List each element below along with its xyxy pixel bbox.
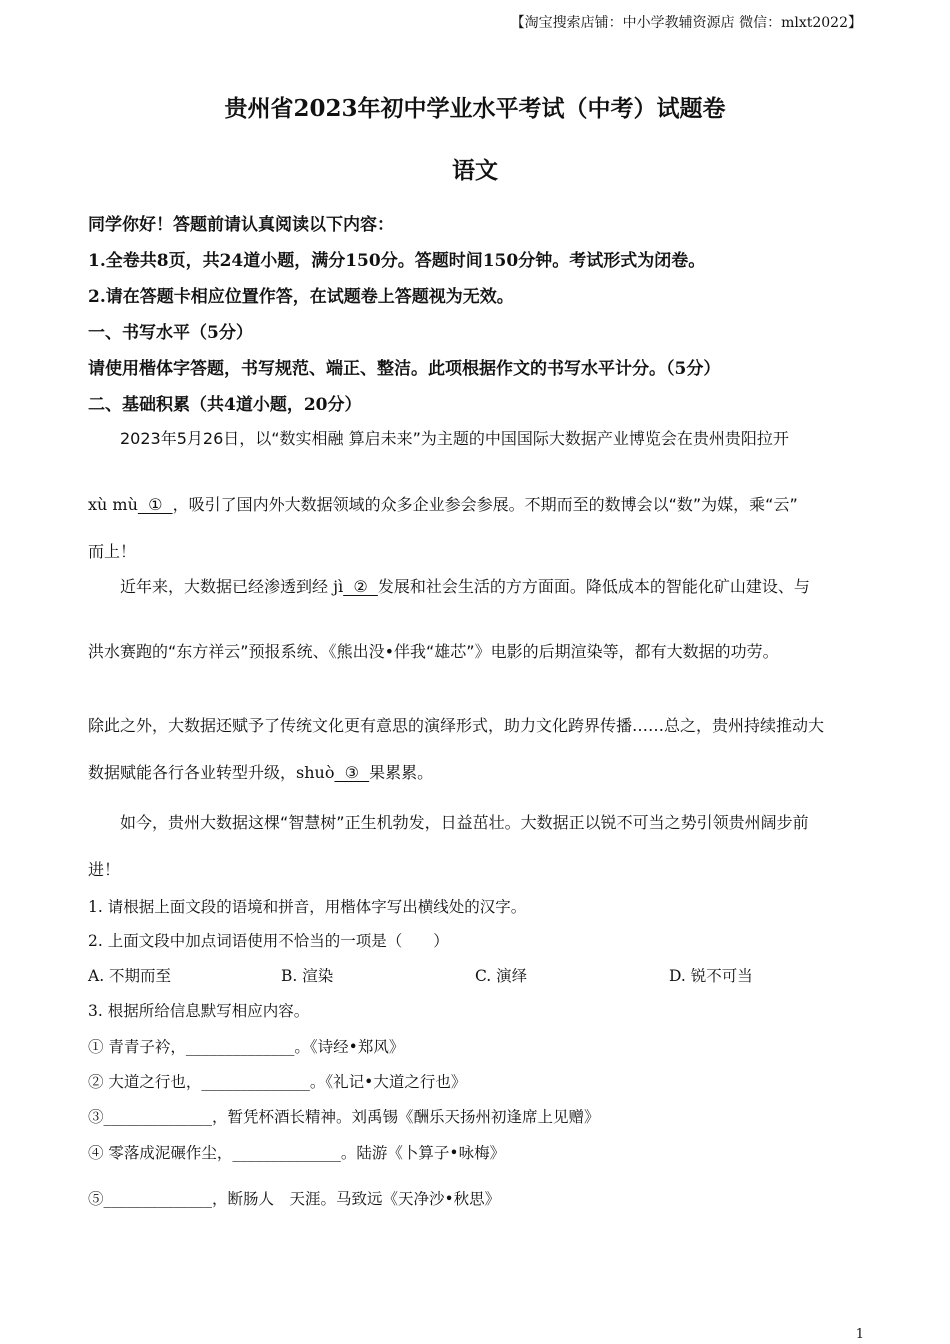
header-note: 【淘宝搜索店铺：中小学教辅资源店 微信：mlxt2022】: [510, 15, 862, 31]
passage-p2-line4: [88, 760, 433, 783]
passage-p2-line1-start: 近年来，大数据已经渗透到经: [120, 577, 329, 596]
passage-p2-line1-rest: 发展和社会生活的方方面面。降低成本的智能化矿山建设、与: [377, 577, 810, 596]
passage-p2-line4-start: 数据赋能各行各业转型升级，: [88, 763, 297, 782]
blank-3: ③: [334, 763, 370, 782]
subject-title: 语文: [452, 157, 498, 184]
passage-p2-line1: [120, 574, 810, 597]
q3-item-2: ② 大道之行也，______________。《礼记•大道之行也》: [88, 1073, 467, 1091]
pinyin-xumu: xù mù: [88, 495, 138, 514]
question-2: 2. 上面文段中加点词语使用不恰当的一项是（ ）: [88, 932, 449, 950]
pinyin-shuo: shuò: [296, 763, 335, 782]
exam-title: 贵州省2023年初中学业水平考试（中考）试题卷: [224, 95, 726, 122]
q3-item-4: ④ 零落成泥碾作尘，______________。陆游《卜算子•咏梅》: [88, 1144, 506, 1162]
question-1: 1. 请根据上面文段的语境和拼音，用楷体字写出横线处的汉字。: [88, 898, 527, 916]
q2-option-d: D. 锐不可当: [669, 967, 753, 985]
q2-option-b: B. 渲染: [281, 967, 334, 985]
passage-p1-line3: 而上！: [88, 542, 137, 561]
section2-heading: 二、基础积累（共4道小题，20分）: [88, 395, 362, 415]
section1-text: 请使用楷体字答题，书写规范、端正、整洁。此项根据作文的书写水平计分。（5分）: [88, 359, 721, 379]
passage-p1-line2: [88, 492, 798, 515]
passage-p1-line1: 2023年5月26日，以“数实相融 算启未来”为主题的中国国际大数据产业博览会在贵州贵阳拉开: [120, 429, 789, 448]
passage-p2-line4-rest: 果累累。: [369, 763, 434, 782]
q2-option-a: A. 不期而至: [88, 967, 172, 985]
question-3: 3. 根据所给信息默写相应内容。: [88, 1002, 310, 1020]
passage-p2-line3: 除此之外，大数据还赋予了传统文化更有意思的演绎形式，助力文化跨界传播……总之，贵州持续推动大: [88, 716, 825, 735]
blank-2: ②: [343, 577, 378, 596]
passage-p3-line1: 如今，贵州大数据这棵“智慧树”正生机勃发，日益茁壮。大数据正以锐不可当之势引领贵州阔步前: [120, 813, 809, 832]
passage-p2-line2: 洪水赛跑的“东方祥云”预报系统、《熊出没•伴我“雄芯”》电影的后期渲染等，都有大数据的功劳。: [88, 642, 779, 661]
q3-item-3: ③______________，暂凭杯酒长精神。刘禹锡《酬乐天扬州初逢席上见赠》: [88, 1108, 600, 1126]
pinyin-ji: jì: [333, 577, 344, 596]
section1-heading: 一、书写水平（5分）: [88, 323, 253, 343]
q2-option-c: C. 演绎: [475, 967, 528, 985]
blank-1: ①: [137, 495, 173, 514]
passage-p1-line2-text: ，吸引了国内外大数据领域的众多企业参会参展。不期而至的数博会以“数”为媒，乘“云”: [172, 495, 798, 514]
q3-item-1: ① 青青子衿，______________。《诗经•郑风》: [88, 1038, 405, 1056]
instructions-item-1: 1.全卷共8页，共24道小题，满分150分。答题时间150分钟。考试形式为闭卷。: [88, 251, 706, 271]
instructions-greeting: 同学你好！答题前请认真阅读以下内容：: [88, 215, 394, 235]
passage-p3-line2: 进！: [88, 860, 121, 879]
instructions-item-2: 2.请在答题卡相应位置作答，在试题卷上答题视为无效。: [88, 287, 514, 307]
q3-item-5: ⑤______________，断肠人 天涯。马致远《天净沙•秋思》: [88, 1190, 501, 1208]
page-number: 1: [855, 1327, 864, 1342]
